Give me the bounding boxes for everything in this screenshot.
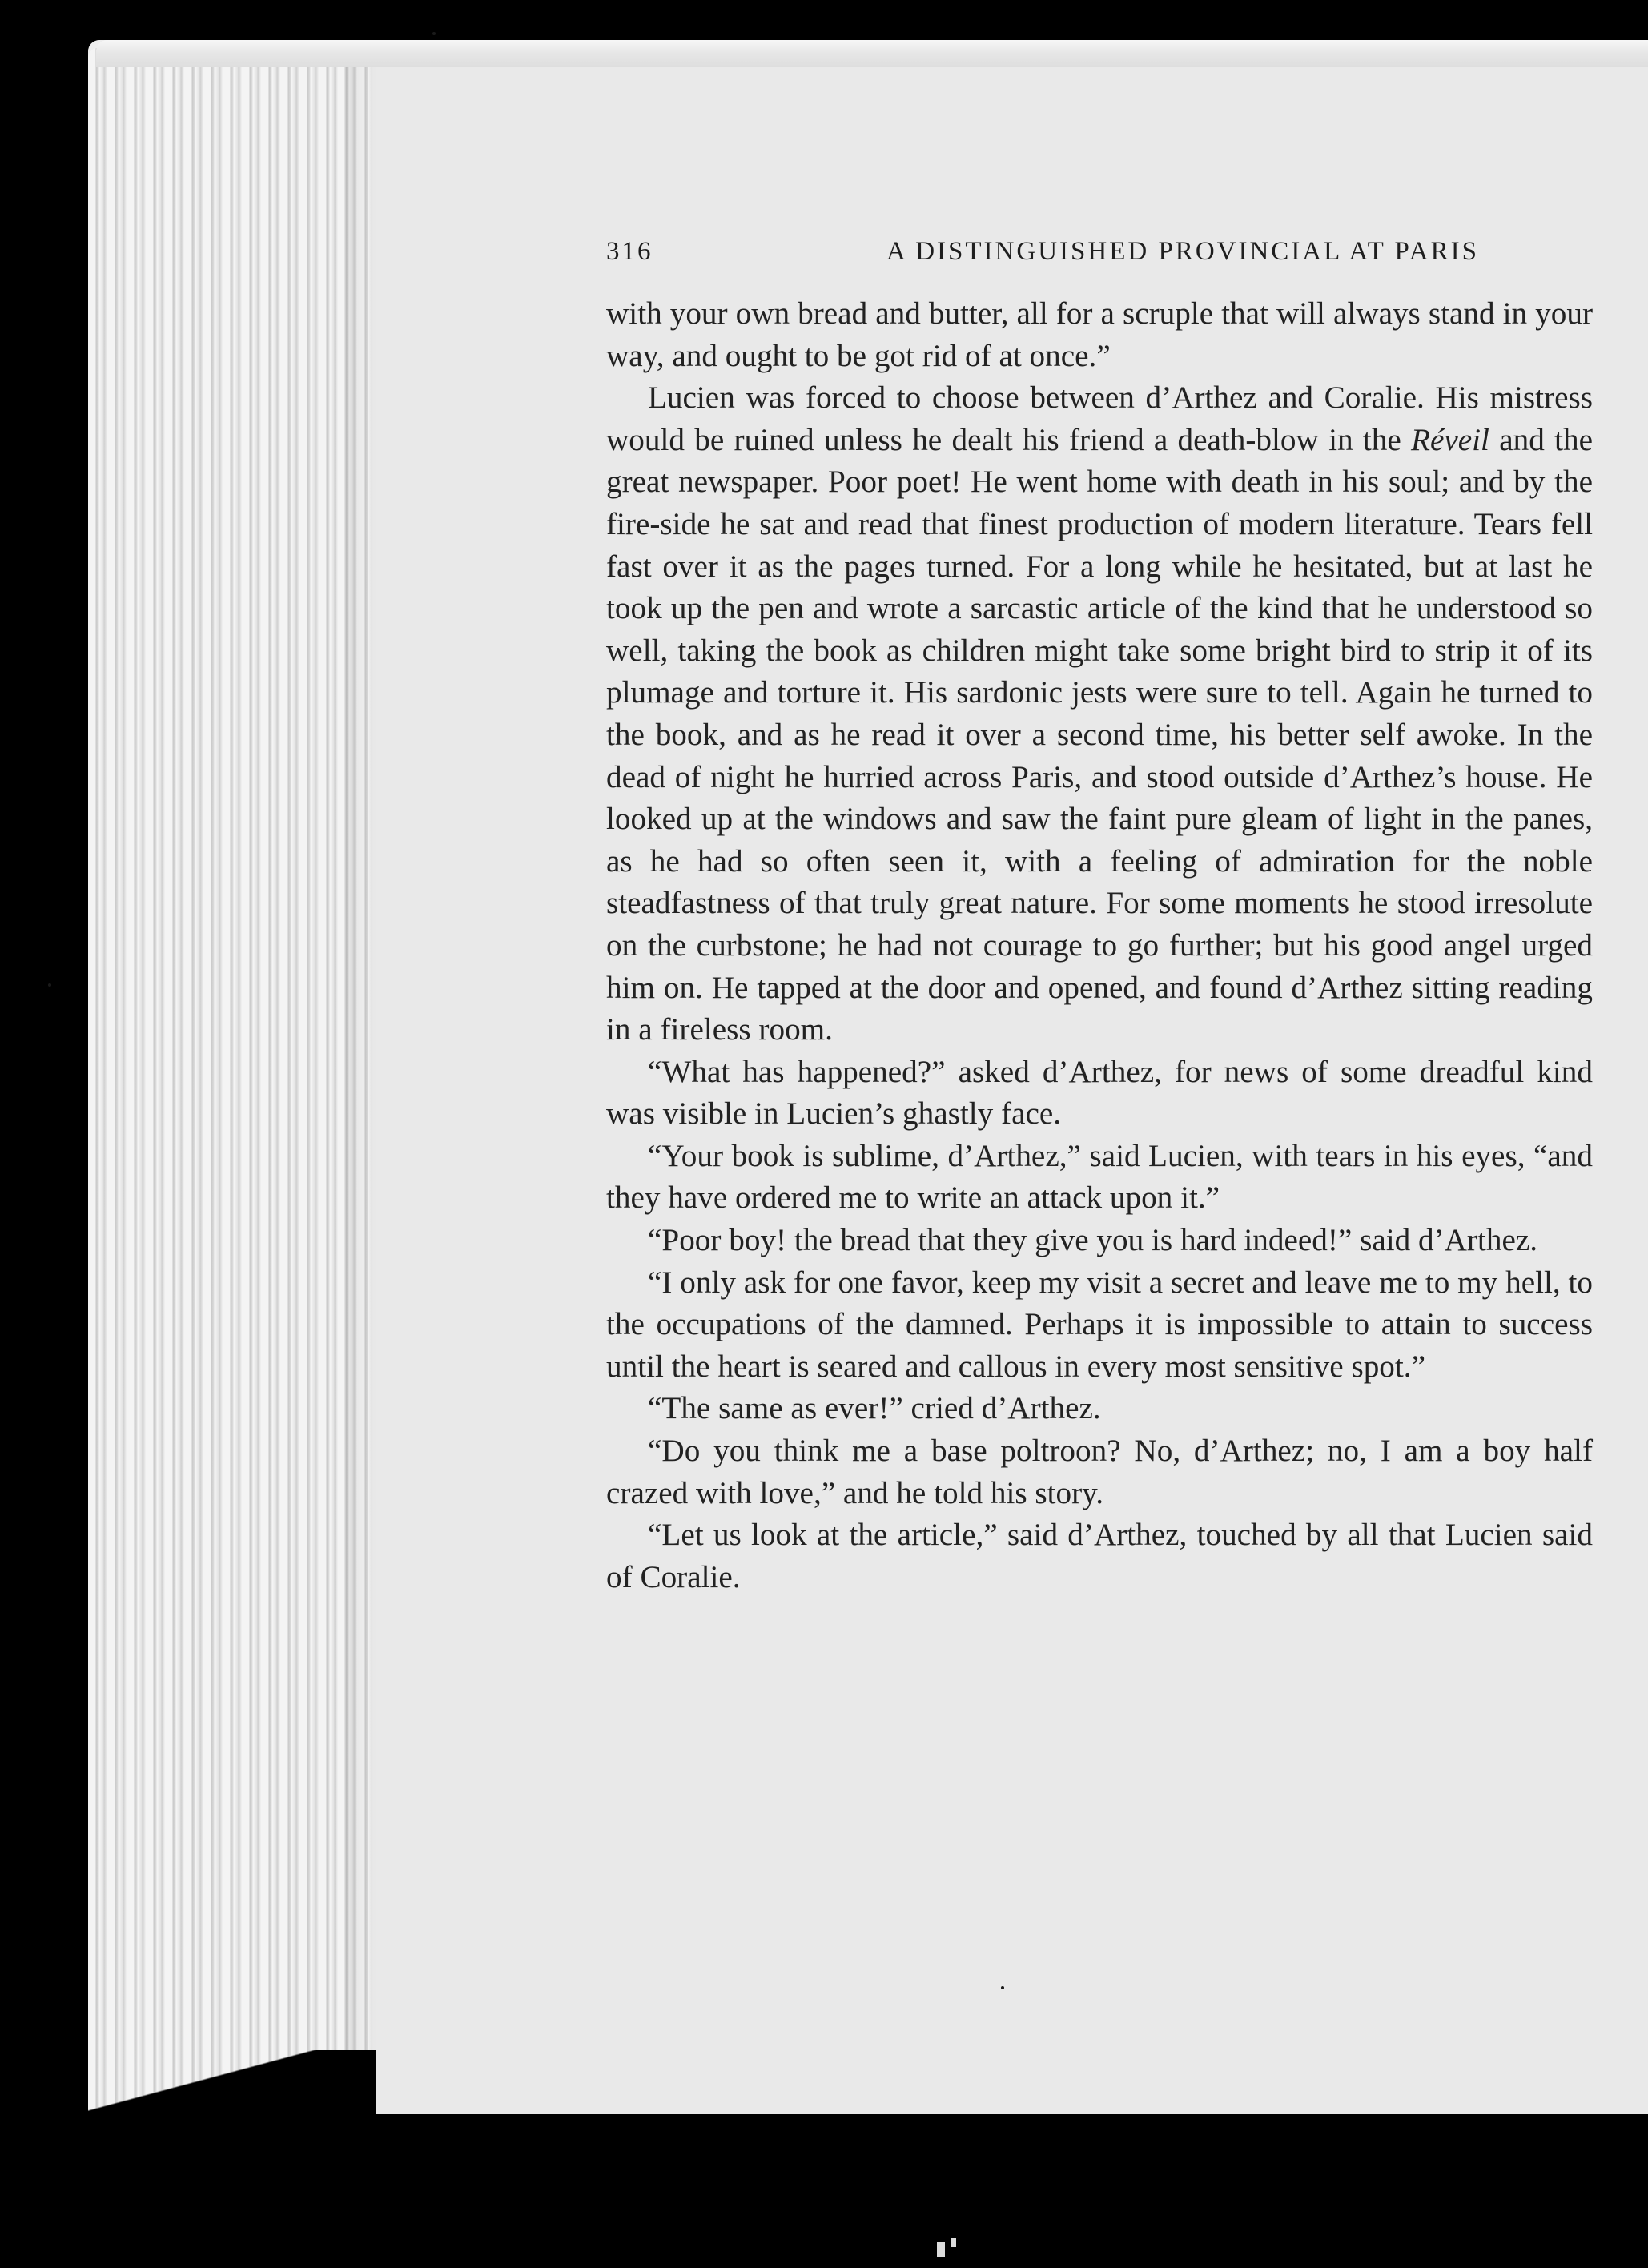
page-header [606, 237, 1479, 272]
paragraph: “The same as ever!” cried d’Arthez. [648, 1391, 1101, 1426]
paragraph: “I only ask for one favor, keep my visit a secret and leave me to my hell, to the occupations of the damned. Perhaps it is impossible to attain to success until the heart is seared and callous in every most sensitive spot.” [606, 1265, 1593, 1384]
paragraph: “Your book is sublime, d’Arthez,” said Lucien, with tears in his eyes, “and they have ordered me to write an attack upon it.” [606, 1138, 1593, 1216]
page-number: 316 [606, 237, 653, 266]
paragraph [606, 377, 1593, 1052]
scan-speck [48, 983, 51, 987]
scan-speck [937, 2242, 945, 2257]
body-text [606, 293, 1593, 1598]
paragraph: with your own bread and butter, all for a scruple that will always stand in your way, and ought to be got rid of at once.” [606, 296, 1593, 373]
scan-speck [432, 32, 436, 35]
italic-title: Réveil [1411, 422, 1489, 457]
paragraph-text: and the great newspaper. Poor poet! He went home with death in his soul; and by the fire-side he sat and read that finest production of modern literature. Tears fell fast over it as the pages turned. For a long while he hesitated, but at last he took up the pen and wrote a sarcastic article of the kind that he understood so well, taking the book as children might take some bright bird to strip it of its plumage and torture it. His sardonic jests were sure to tell. Again he turned to the book, and as he read it over a second time, his better self awoke. In the dead of night he hurried across Paris, and stood outside d’Arthez’s house. He looked up at the windows and saw the faint pure gleam of light in the panes, as he had so often seen it, with a feeling of admiration for the noble steadfastness of that truly great nature. For some moments he stood irresolute on the curbstone; he had not courage to go further; but his good angel urged him on. He tapped at the door and opened, and found d’Arthez sitting reading in a fireless room. [606, 422, 1593, 1048]
scan-speck [951, 2238, 956, 2247]
scan-speck [1001, 1986, 1004, 1989]
background-bottom [88, 2114, 1648, 2268]
paragraph-text: Lucien was forced to choose between d’Arthez and Coralie. His mistress would be ruined unless he dealt his friend a death-blow in the [606, 380, 1593, 457]
book-bottom-shadow [88, 2050, 376, 2122]
gutter-shadow [344, 67, 376, 2165]
paragraph: “Do you think me a base poltroon? No, d’Arthez; no, I am a boy half crazed with love,” and he told his story. [606, 1434, 1593, 1510]
page-edges-top [96, 40, 1648, 67]
running-head: A DISTINGUISHED PROVINCIAL AT PARIS [886, 237, 1479, 266]
paragraph: “What has happened?” asked d’Arthez, for news of some dreadful kind was visible in Lucien’s ghastly face. [606, 1054, 1593, 1132]
paragraph: “Poor boy! the bread that they give you is hard indeed!” said d’Arthez. [648, 1223, 1538, 1258]
paragraph: “Let us look at the article,” said d’Arthez, touched by all that Lucien said of Coralie. [606, 1518, 1593, 1594]
page-edges [88, 48, 372, 2162]
